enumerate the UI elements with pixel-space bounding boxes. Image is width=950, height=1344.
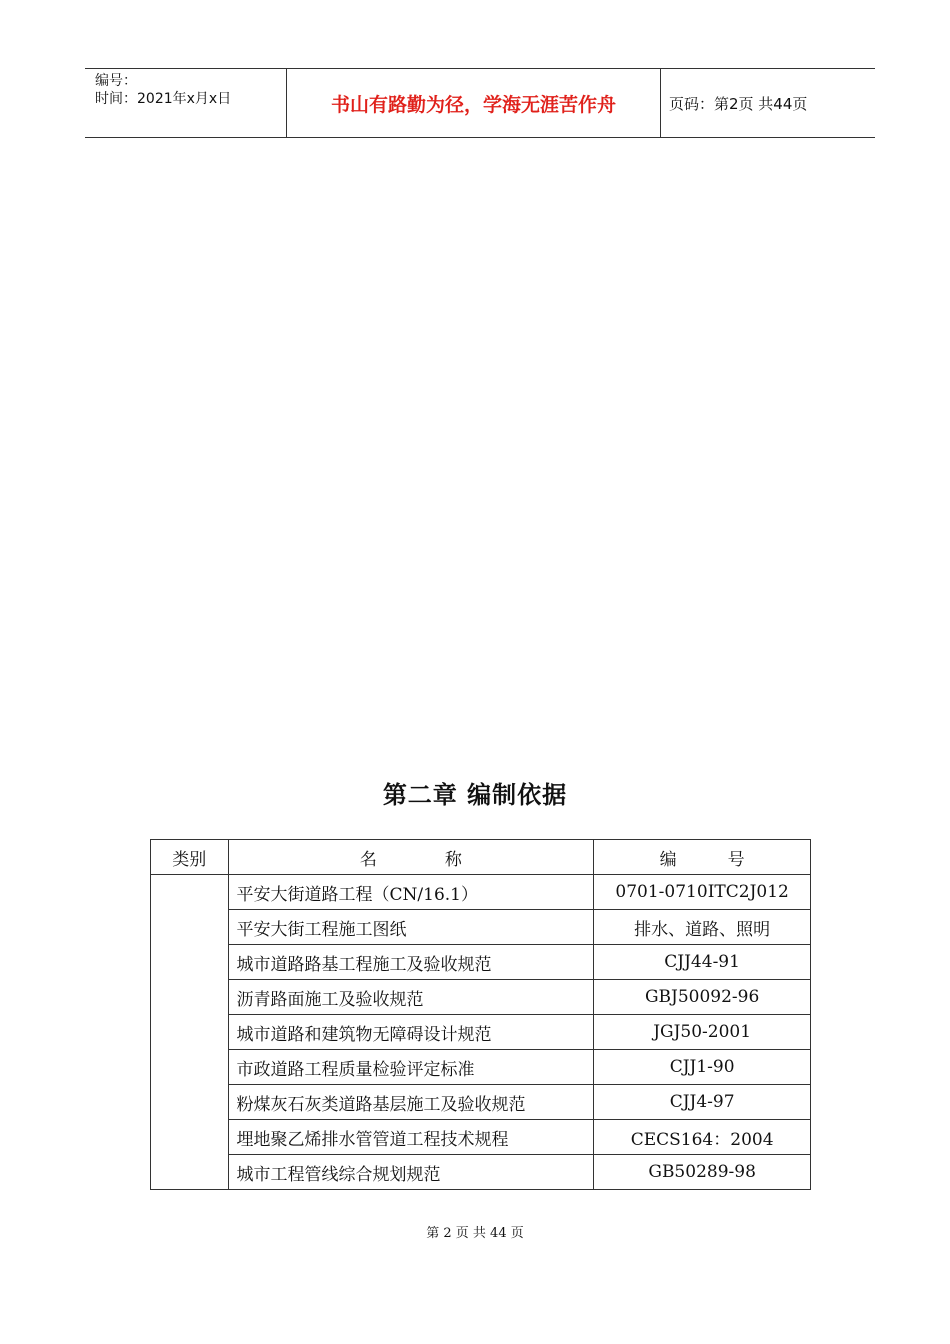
- row-name: 城市道路和建筑物无障碍设计规范: [228, 1015, 594, 1050]
- row-code: JGJ50-2001: [594, 1015, 811, 1050]
- table-row: [151, 875, 811, 910]
- row-name: 粉煤灰石灰类道路基层施工及验收规范: [228, 1085, 594, 1120]
- table-row: [151, 910, 811, 945]
- chapter-title: 第二章 编制依据: [382, 781, 568, 809]
- row-code: 排水、道路、照明: [594, 910, 811, 945]
- header-name: 名 称: [228, 840, 594, 875]
- category-cell: [151, 875, 229, 1190]
- row-name: 平安大街道路工程（CN/16.1）: [228, 875, 594, 910]
- table-row: [151, 1050, 811, 1085]
- row-name: 市政道路工程质量检验评定标准: [228, 1050, 594, 1085]
- header-meta: [85, 69, 285, 137]
- basis-table: [150, 839, 811, 1190]
- row-code: CJJ4-97: [594, 1085, 811, 1120]
- header-category: 类别: [151, 840, 229, 875]
- page-header: [85, 68, 875, 138]
- row-code: 0701-0710ITC2J012: [594, 875, 811, 910]
- row-code: CECS164：2004: [594, 1120, 811, 1155]
- table-row: [151, 1085, 811, 1120]
- row-name: 平安大街工程施工图纸: [228, 910, 594, 945]
- row-code: GB50289-98: [594, 1155, 811, 1190]
- row-code: GBJ50092-96: [594, 980, 811, 1015]
- table-row: [151, 980, 811, 1015]
- row-name: 城市工程管线综合规划规范: [228, 1155, 594, 1190]
- table-row: [151, 1015, 811, 1050]
- date-label: 时间：2021年x月x日: [95, 91, 232, 107]
- table-row: [151, 1120, 811, 1155]
- header-page-info: 页码：第2页 共44页: [669, 94, 808, 113]
- header-motto: 书山有路勤为径，学海无涯苦作舟: [286, 69, 661, 137]
- row-name: 沥青路面施工及验收规范: [228, 980, 594, 1015]
- table-row: [151, 1155, 811, 1190]
- table-header-row: [151, 840, 811, 875]
- number-label: 编号：: [95, 73, 137, 89]
- table-row: [151, 945, 811, 980]
- row-code: CJJ1-90: [594, 1050, 811, 1085]
- page-footer: 第 2 页 共 44 页: [426, 1226, 524, 1241]
- row-code: CJJ44-91: [594, 945, 811, 980]
- row-name: 埋地聚乙烯排水管管道工程技术规程: [228, 1120, 594, 1155]
- row-name: 城市道路路基工程施工及验收规范: [228, 945, 594, 980]
- header-code: 编 号: [594, 840, 811, 875]
